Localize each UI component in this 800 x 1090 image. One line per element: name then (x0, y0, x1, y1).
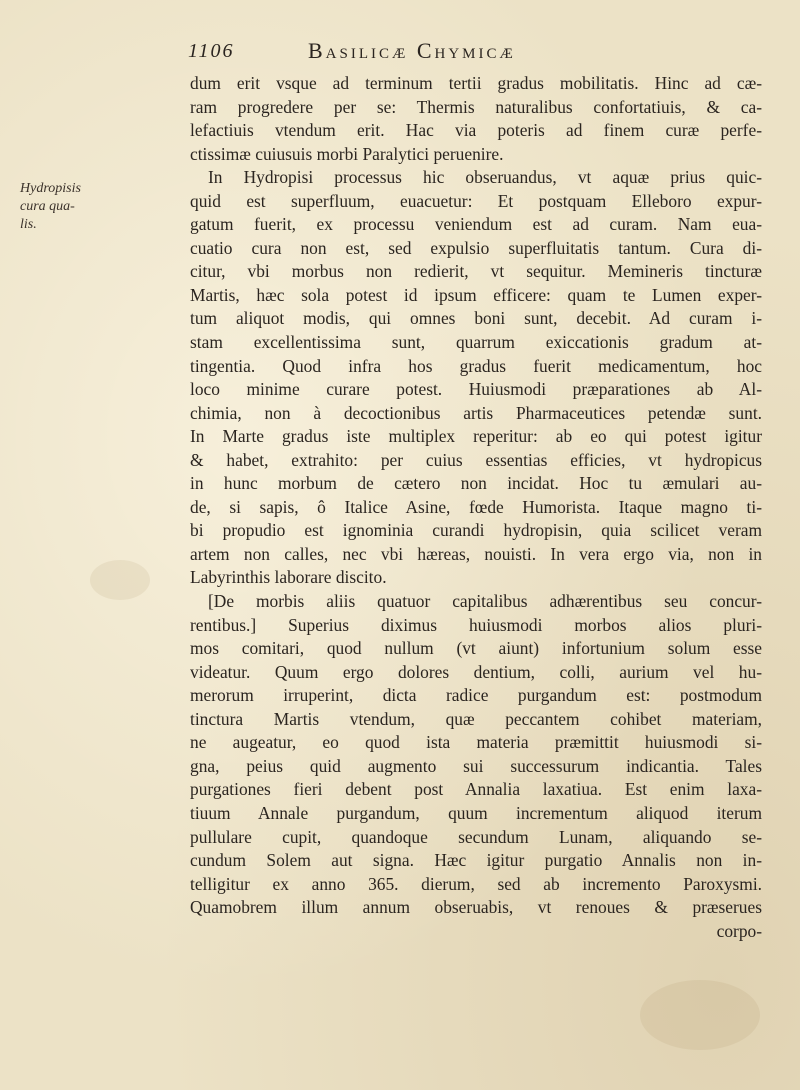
catchword: corpo- (716, 920, 762, 941)
text-line: in hunc morbum de cætero non incidat. Hoc tu æmulari au- (190, 473, 762, 494)
marginal-note-line: Hydropisis (20, 181, 81, 196)
text-line: purgationes fieri debent post Annalia laxatiua. Est enim laxa- (190, 779, 762, 800)
text-line: pullulare cupit, quandoque secundum Lunam, aliquando se- (190, 826, 762, 847)
marginal-note-line: lis. (20, 217, 37, 232)
text-line: tiuum Annale purgandum, quum incrementum aliquod iterum (190, 802, 762, 823)
text-line: tingentia. Quod infra hos gradus fuerit medicamentum, hoc (190, 355, 762, 376)
text-line: cuatio cura non est, sed expulsio superfluitatis tantum. Cura di- (190, 237, 762, 258)
running-title: Basilicæ Chymicæ (308, 38, 516, 63)
text-line: [De morbis aliis quatuor capitalibus adhærentibus seu concur- (208, 591, 762, 612)
text-line: rentibus.] Superius diximus huiusmodi morbos alios pluri- (190, 614, 762, 635)
text-line: & habet, extrahito: per cuius essentias efficies, vt hydropicus (190, 449, 762, 470)
text-line: ne augeatur, eo quod ista materia præmittit huiusmodi si- (190, 732, 762, 753)
text-line: stam excellentissima sunt, quarrum exiccationis gradum at- (190, 332, 762, 353)
text-line: ctissimæ cuiusuis morbi Paralytici peruenire. (190, 143, 504, 164)
text-line: In Marte gradus iste multiplex reperitur: ab eo qui potest igitur (190, 426, 762, 447)
text-line: mos comitari, quod nullum (vt aiunt) infortunium solum esse (190, 638, 762, 659)
text-line: cundum Solem aut signa. Hæc igitur purgatio Annalis non in- (190, 850, 762, 871)
text-line: loco minime curare potest. Huiusmodi præparationes ab Al- (190, 379, 762, 400)
text-line: gatum fuerit, ex processu veniendum est ad curam. Nam eua- (190, 214, 762, 235)
text-line: merorum irruperint, dicta radice purgandum est: postmodum (190, 685, 762, 706)
text-line: ram progredere per se: Thermis naturalibus confortatiuis, & ca- (190, 96, 762, 117)
text-line: videatur. Quum ergo dolores dentium, colli, aurium vel hu- (190, 661, 762, 682)
text-line: In Hydropisi processus hic obseruandus, vt aquæ prius quic- (208, 167, 762, 188)
page-number: 1106 (188, 40, 235, 62)
paper-stain (90, 560, 150, 600)
running-head (188, 38, 748, 68)
text-line: Martis, hæc sola potest id ipsum efficere: quam te Lumen exper- (190, 284, 762, 305)
text-line: de, si sapis, ô Italice Asine, fœde Humorista. Itaque magno ti- (190, 496, 762, 517)
text-line: quid est superfluum, euacuetur: Et postquam Elleboro expur- (190, 190, 762, 211)
text-line: chimia, non à decoctionibus artis Pharmaceutices petendæ sunt. (190, 402, 762, 423)
text-line: artem non calles, nec vbi hæreas, nouisti. In vera ergo via, non in (190, 543, 762, 564)
text-line: tinctura Martis vtendum, quæ peccantem cohibet materiam, (190, 708, 762, 729)
text-line: telligitur ex anno 365. dierum, sed ab incremento Paroxysmi. (190, 873, 762, 894)
paper-stain (640, 980, 760, 1050)
text-line: bi propudio est ignominia curandi hydropisin, quia scilicet veram (190, 520, 762, 541)
text-line: tum aliquot modis, qui omnes boni sunt, decebit. Ad curam i- (190, 308, 762, 329)
text-line: dum erit vsque ad terminum tertii gradus mobilitatis. Hinc ad cæ- (190, 73, 762, 93)
text-line: gna, peius quid augmento sui successurum indicantia. Tales (190, 755, 762, 776)
text-line: lefactiuis vtendum erit. Hac via poteris ad finem curæ perfe- (190, 120, 762, 141)
body-text (190, 72, 762, 943)
marginal-note (20, 180, 150, 234)
text-line: citur, vbi morbus non redierit, vt sequitur. Memineris tincturæ (190, 261, 762, 282)
text-line: Quamobrem illum annum obseruabis, vt renoues & præserues (190, 897, 762, 918)
text-line: Labyrinthis laborare discito. (190, 567, 387, 588)
marginal-note-line: cura qua- (20, 199, 75, 214)
